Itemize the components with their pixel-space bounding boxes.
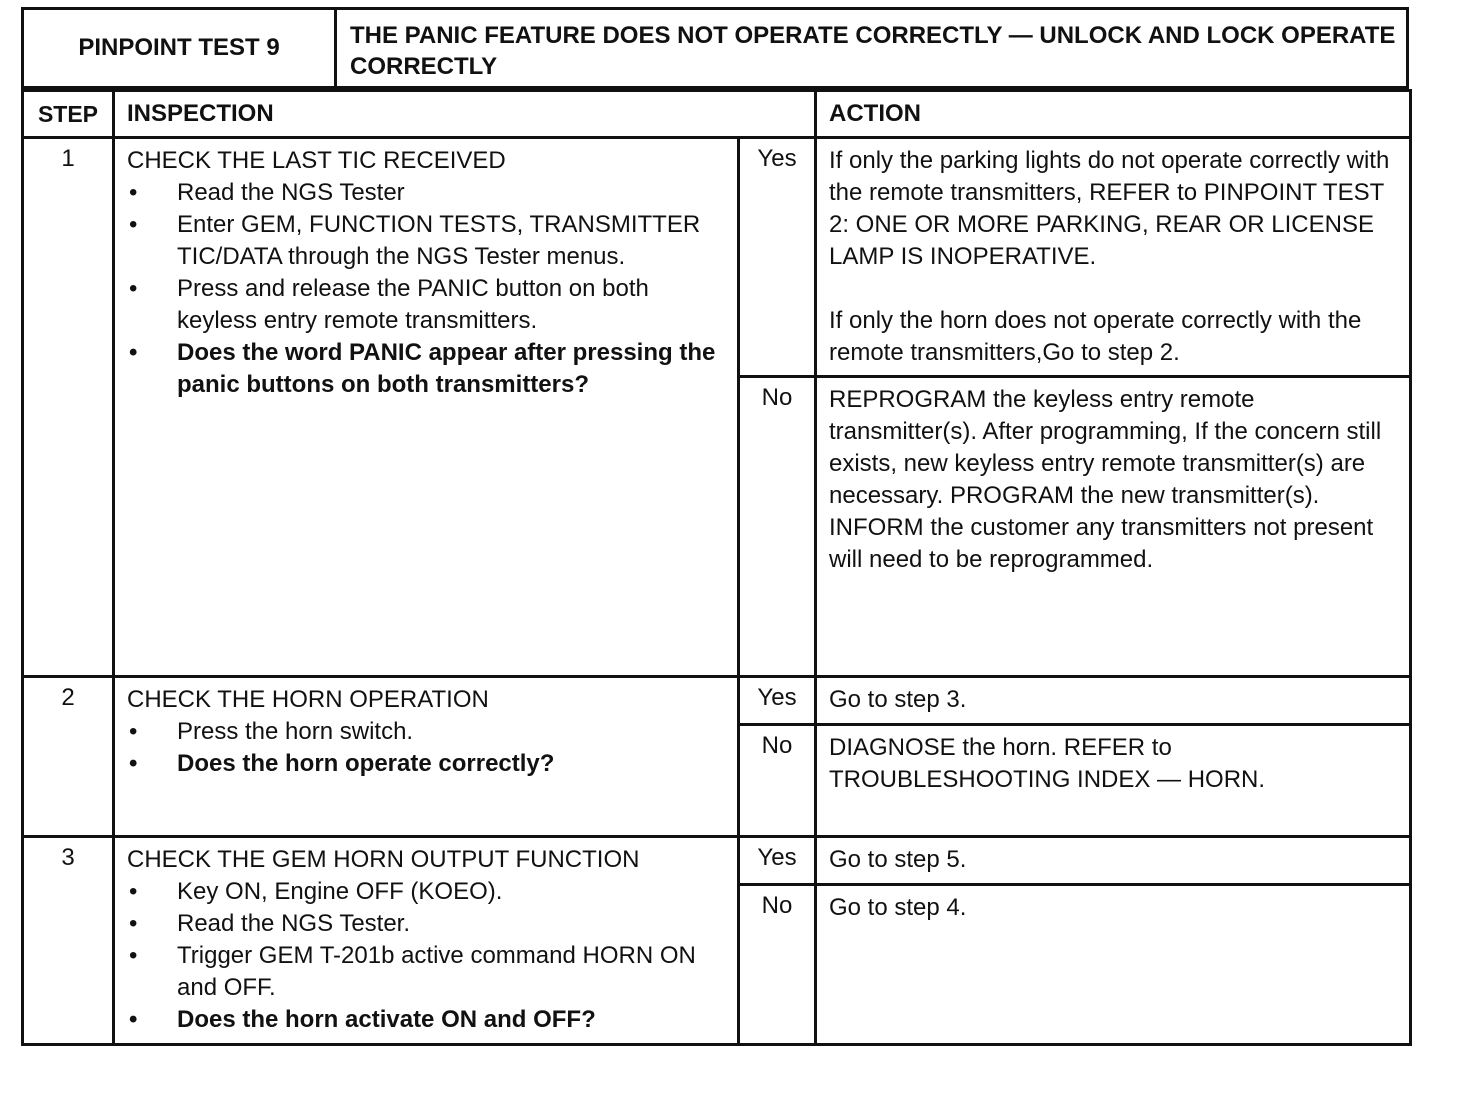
step-inspection bbox=[114, 138, 739, 677]
step-bullets bbox=[127, 716, 727, 780]
inspection-column-header: INSPECTION bbox=[114, 91, 816, 138]
list-item: • Enter GEM, FUNCTION TESTS, TRANSMITTER TIC/DATA through the NGS Tester menus. bbox=[127, 209, 727, 273]
action-column-header: ACTION bbox=[816, 91, 1411, 138]
step-heading: CHECK THE HORN OPERATION bbox=[127, 686, 489, 713]
list-item: • Trigger GEM T-201b active command HORN ON and OFF. bbox=[127, 940, 727, 1004]
step-bullets bbox=[127, 177, 727, 401]
yes-label: Yes bbox=[739, 138, 816, 377]
pinpoint-table bbox=[21, 89, 1412, 1046]
test-header bbox=[21, 7, 1409, 89]
yes-label: Yes bbox=[739, 837, 816, 885]
yes-action: Go to step 5. bbox=[816, 837, 1411, 885]
step-bullets bbox=[127, 876, 727, 1036]
step-column-header: STEP bbox=[23, 91, 114, 138]
yes-action: Go to step 3. bbox=[816, 677, 1411, 725]
no-label: No bbox=[739, 377, 816, 677]
step-question: • Does the horn operate correctly? bbox=[127, 748, 727, 780]
yes-action: If only the parking lights do not operate correctly with the remote transmitters, REFER to PINPOINT TEST 2: ONE OR MORE PARKING, REAR OR LICENSE LAMP IS INOPERATIVE. If only the horn does not operate correctly with the remote transmitters,Go to step 2. bbox=[816, 138, 1411, 377]
step-question: • Does the word PANIC appear after pressing the panic buttons on both transmitters? bbox=[127, 337, 727, 401]
step-heading: CHECK THE GEM HORN OUTPUT FUNCTION bbox=[127, 846, 640, 873]
step-number: 1 bbox=[23, 138, 114, 677]
yes-label: Yes bbox=[739, 677, 816, 725]
step-number: 3 bbox=[23, 837, 114, 1045]
step-inspection bbox=[114, 837, 739, 1045]
test-title: THE PANIC FEATURE DOES NOT OPERATE CORRECTLY — UNLOCK AND LOCK OPERATE CORRECTLY bbox=[350, 22, 1396, 80]
list-item: • Key ON, Engine OFF (KOEO). bbox=[127, 876, 727, 908]
no-action: REPROGRAM the keyless entry remote transmitter(s). After programming, If the concern still exists, new keyless entry remote transmitter(s) are necessary. PROGRAM the new transmitter(s). INFORM the customer any transmitters not present will need to be reprogrammed. bbox=[816, 377, 1411, 677]
list-item: • Read the NGS Tester bbox=[127, 177, 727, 209]
step-heading: CHECK THE LAST TIC RECEIVED bbox=[127, 147, 506, 174]
no-action: DIAGNOSE the horn. REFER to TROUBLESHOOTING INDEX — HORN. bbox=[816, 725, 1411, 837]
step-3-yes-row bbox=[23, 837, 1411, 885]
step-inspection bbox=[114, 677, 739, 837]
step-2-yes-row bbox=[23, 677, 1411, 725]
list-item: • Read the NGS Tester. bbox=[127, 908, 727, 940]
test-label: PINPOINT TEST 9 bbox=[24, 10, 337, 86]
step-number: 2 bbox=[23, 677, 114, 837]
column-header-row bbox=[23, 91, 1411, 138]
step-question: • Does the horn activate ON and OFF? bbox=[127, 1004, 727, 1036]
no-label: No bbox=[739, 725, 816, 837]
list-item: • Press the horn switch. bbox=[127, 716, 727, 748]
list-item: • Press and release the PANIC button on both keyless entry remote transmitters. bbox=[127, 273, 727, 337]
no-label: No bbox=[739, 885, 816, 1045]
step-1-yes-row bbox=[23, 138, 1411, 377]
no-action: Go to step 4. bbox=[816, 885, 1411, 1045]
